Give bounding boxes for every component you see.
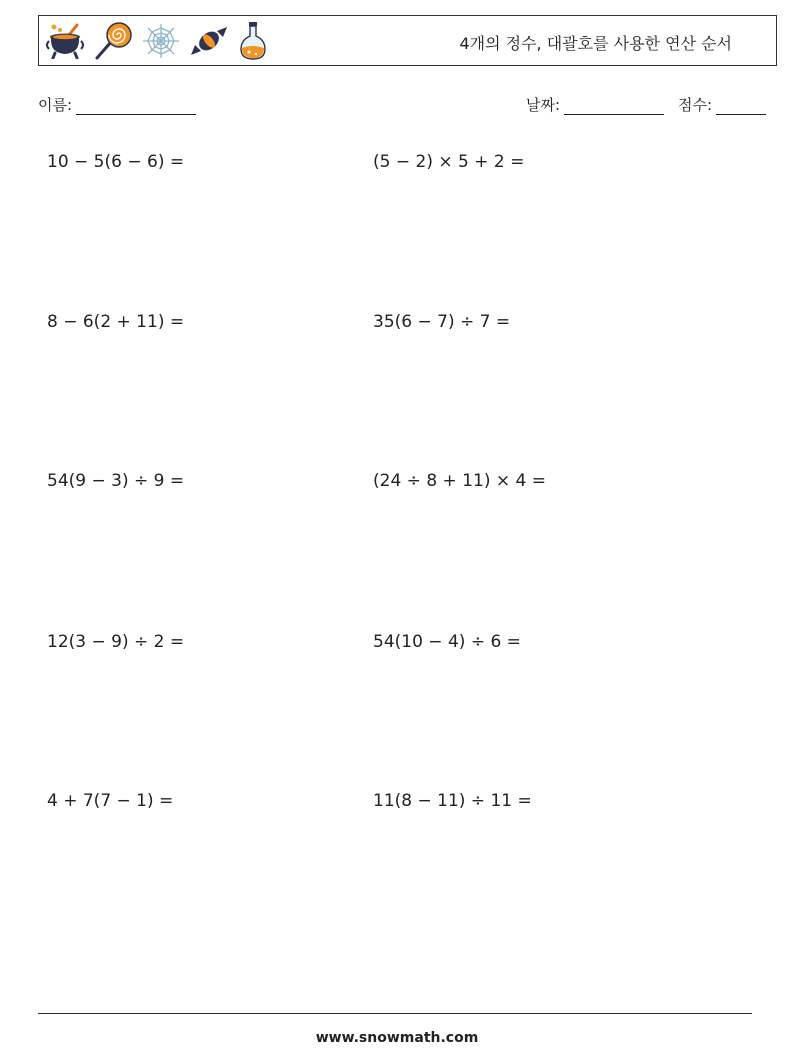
problem-3: 8 − 6(2 + 11) = [47,312,185,332]
score-blank[interactable] [716,99,766,115]
worksheet-title: 4개의 정수, 대괄호를 사용한 연산 순서 [459,34,732,53]
name-blank[interactable] [76,99,196,115]
problem-2: (5 − 2) × 5 + 2 = [373,152,525,172]
problem-8: 54(10 − 4) ÷ 6 = [373,632,521,652]
cauldron-icon [45,23,85,59]
date-blank[interactable] [564,99,664,115]
icon-strip [45,19,269,63]
date-field [526,94,664,115]
problem-9: 4 + 7(7 − 1) = [47,791,174,811]
lollipop-icon [93,22,133,60]
problem-1: 10 − 5(6 − 6) = [47,152,185,172]
candy-icon [189,23,229,59]
footer-divider [38,1013,752,1014]
problem-7: 12(3 − 9) ÷ 2 = [47,632,185,652]
score-label: 점수: [678,96,713,114]
problem-4: 35(6 − 7) ÷ 7 = [373,312,511,332]
footer-url: www.snowmath.com [315,1030,479,1046]
worksheet-header [38,15,777,66]
potion-icon [237,21,269,61]
score-field [678,94,766,115]
problem-10: 11(8 − 11) ÷ 11 = [373,791,532,811]
name-field [38,94,196,115]
spider-web-icon [141,23,181,59]
name-label: 이름: [38,96,73,114]
date-label: 날짜: [526,96,561,114]
problem-5: 54(9 − 3) ÷ 9 = [47,471,185,491]
problem-6: (24 ÷ 8 + 11) × 4 = [373,471,546,491]
